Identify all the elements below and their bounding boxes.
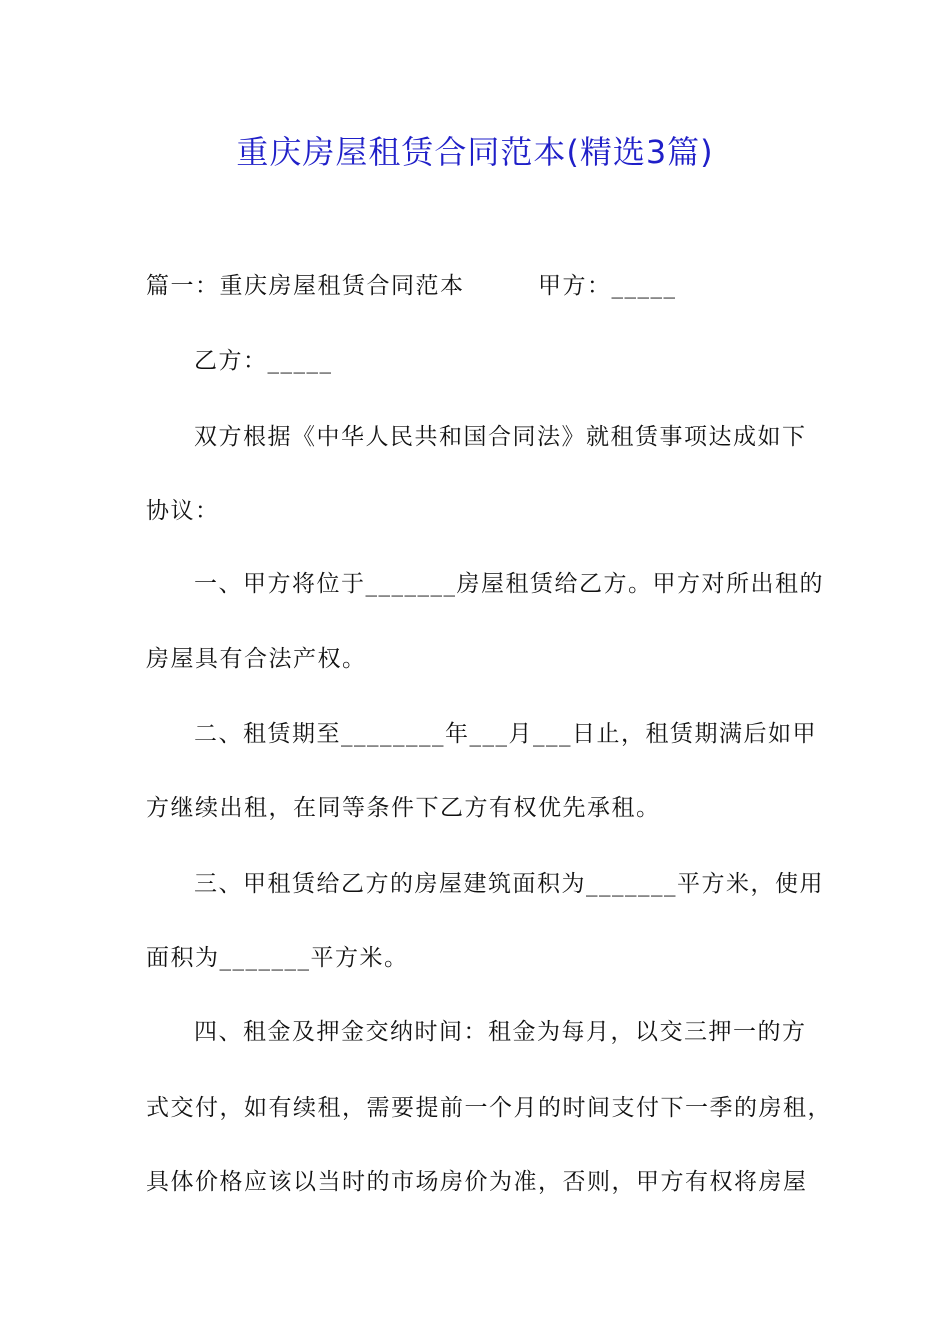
line-text: 乙方：_____ bbox=[194, 348, 333, 374]
line-text: 一、甲方将位于_______房屋租赁给乙方。甲方对所出租的 bbox=[194, 571, 824, 597]
line-text: 双方根据《中华人民共和国合同法》就租赁事项达成如下 bbox=[194, 424, 807, 450]
line-text: 式交付，如有续租，需要提前一个月的时间支付下一季的房租， bbox=[146, 1095, 832, 1121]
line-text: 具体价格应该以当时的市场房价为准，否则，甲方有权将房屋 bbox=[146, 1169, 808, 1195]
paragraph-line bbox=[146, 1092, 950, 1124]
paragraph-line bbox=[146, 643, 950, 675]
paragraph-line bbox=[146, 1166, 950, 1198]
line-text: 面积为_______平方米。 bbox=[146, 945, 409, 971]
paragraph-line bbox=[146, 270, 950, 302]
line-text: 协议： bbox=[146, 498, 220, 524]
line-text: 二、租赁期至________年___月___日止，租赁期满后如甲 bbox=[194, 721, 817, 747]
paragraph-line bbox=[146, 495, 950, 527]
line-text: 篇一：重庆房屋租赁合同范本 甲方：_____ bbox=[146, 273, 677, 299]
paragraph-line bbox=[194, 1016, 950, 1048]
line-text: 四、租金及押金交纳时间：租金为每月，以交三押一的方 bbox=[194, 1019, 807, 1045]
paragraph-line bbox=[194, 568, 950, 600]
document-title: 重庆房屋租赁合同范本(精选3篇) bbox=[236, 133, 714, 171]
paragraph-line bbox=[146, 792, 950, 824]
line-text: 方继续出租，在同等条件下乙方有权优先承租。 bbox=[146, 795, 661, 821]
paragraph-line bbox=[194, 868, 950, 900]
paragraph-line bbox=[194, 718, 950, 750]
line-text: 房屋具有合法产权。 bbox=[146, 646, 367, 672]
paragraph-line bbox=[194, 421, 950, 453]
line-text: 三、甲租赁给乙方的房屋建筑面积为_______平方米，使用 bbox=[194, 871, 824, 897]
paragraph-line bbox=[146, 942, 950, 974]
paragraph-line bbox=[194, 345, 950, 377]
